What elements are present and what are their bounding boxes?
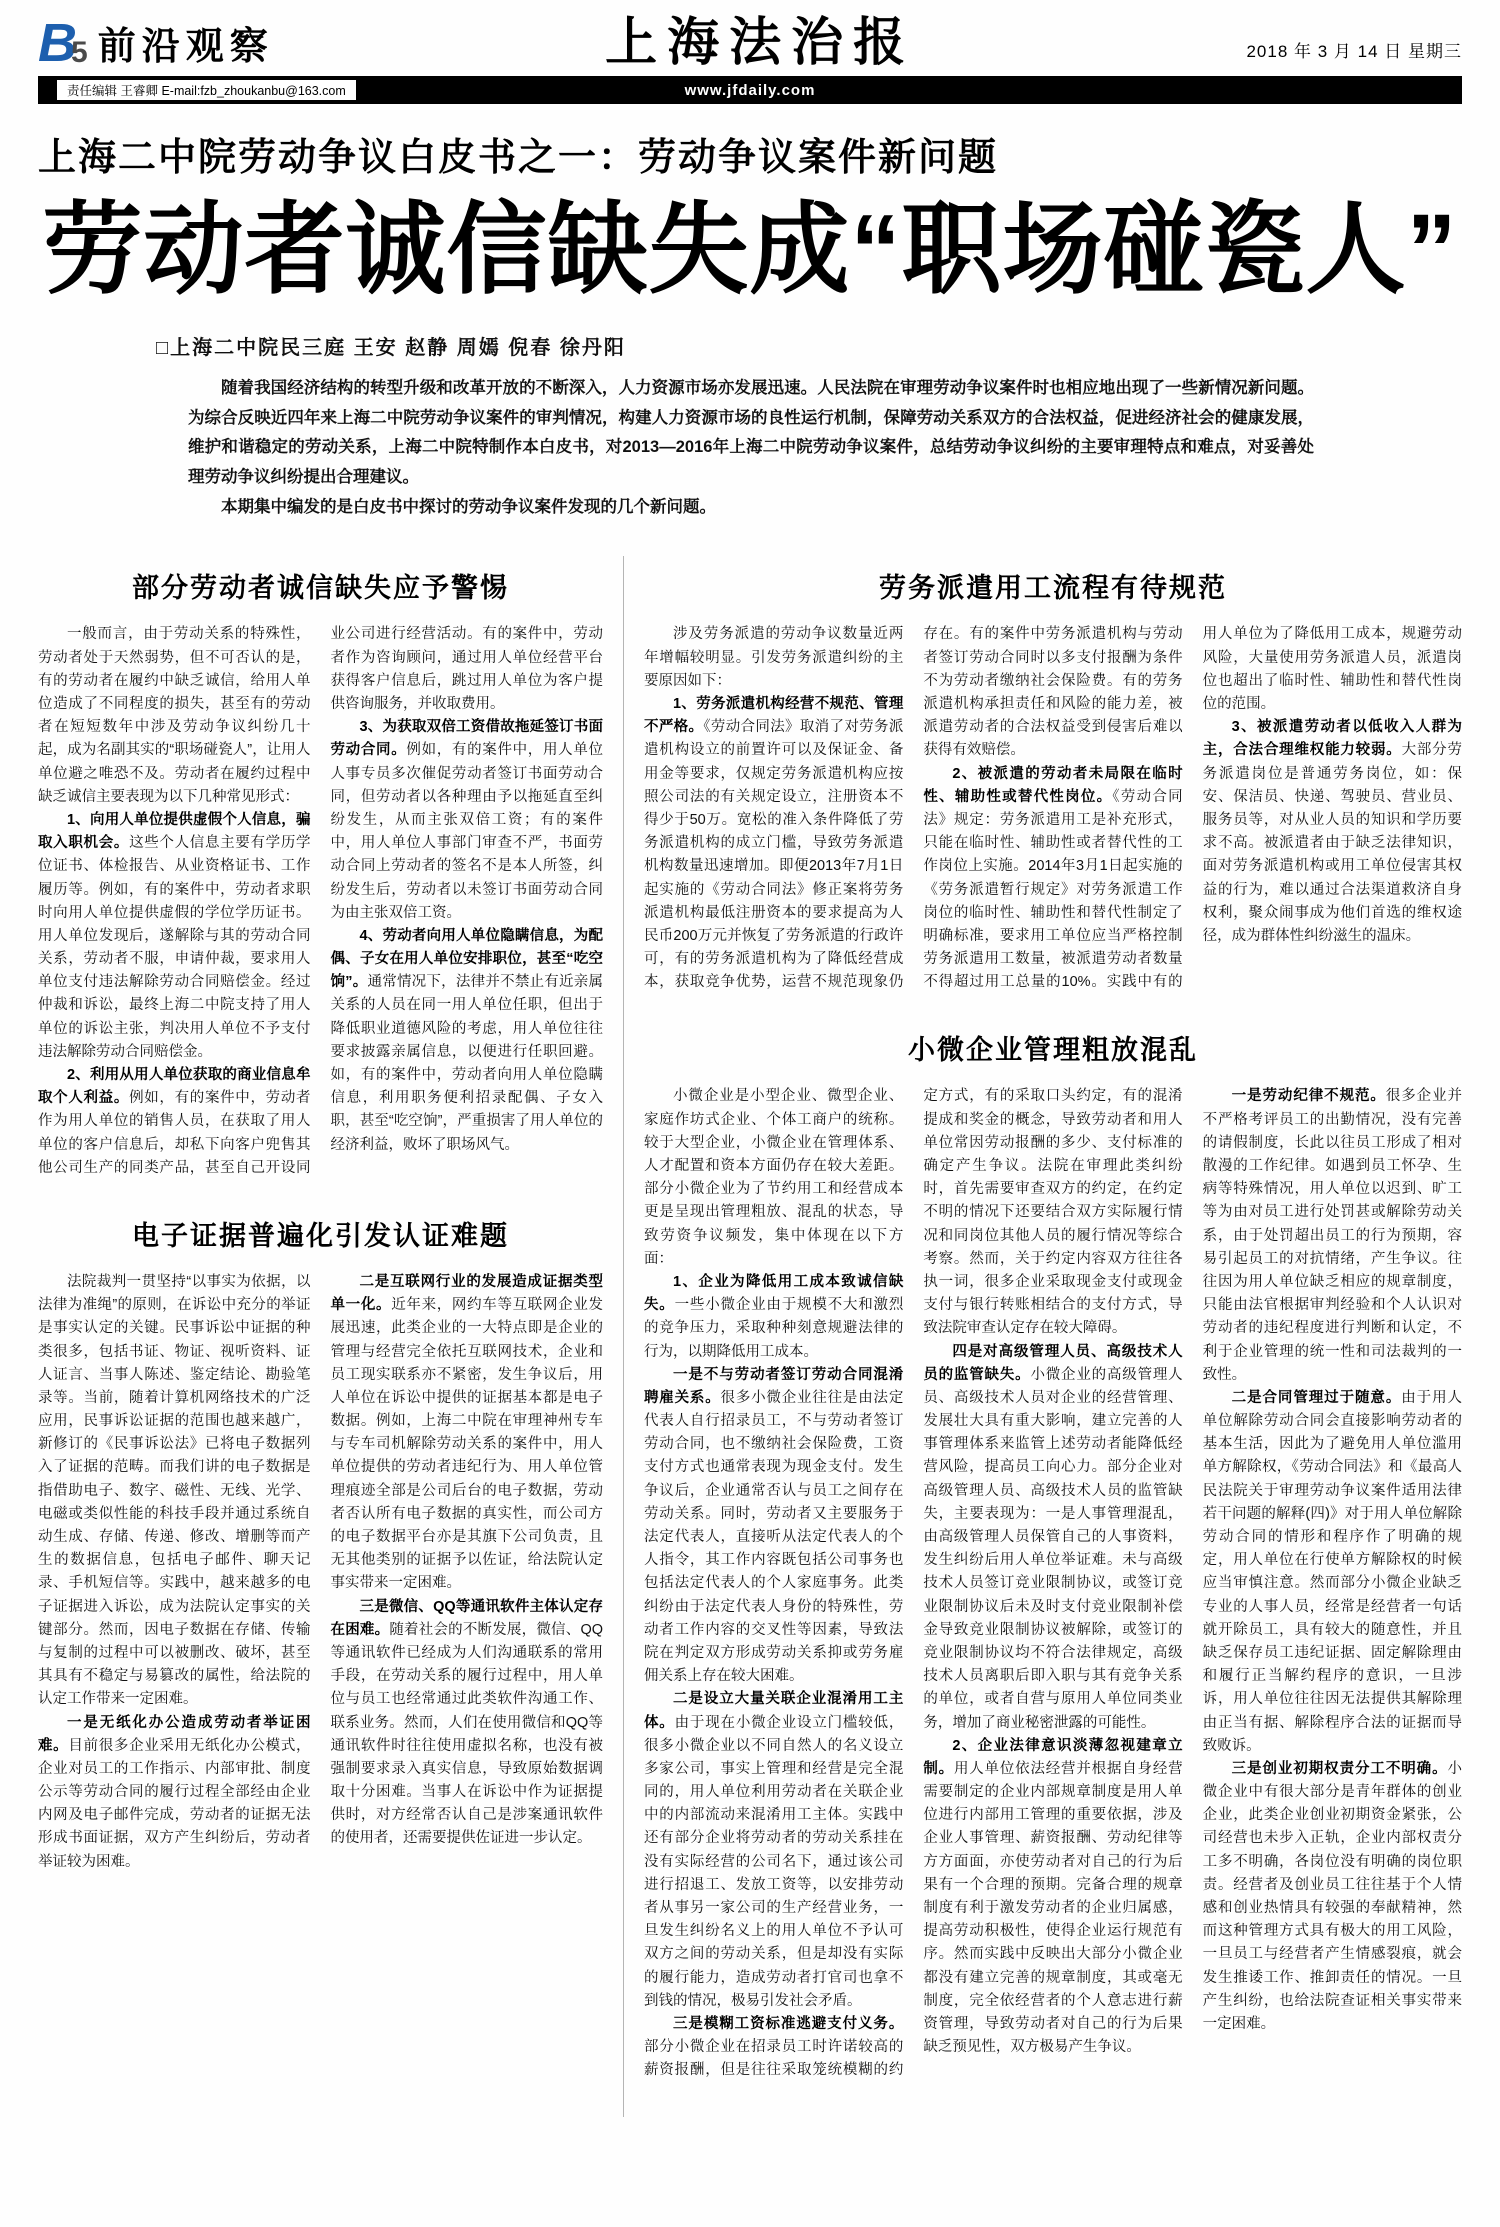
- section-body: [644, 1085, 1462, 2082]
- section-body: [38, 1271, 603, 1874]
- page-number-badge: [38, 13, 88, 73]
- intro-paragraph: 随着我国经济结构的转型升级和改革开放的不断深入，人力资源市场亦发展迅速。人民法院在审理劳动争议案件时也相应地出现了一些新情况新问题。为综合反映近四年来上海二中院劳动争议案件的审判情况，构建人力资源市场的良性运行机制，保障劳动关系双方的合法权益，促进经济社会的健康发展，维护和谐稳定的劳动关系，上海二中院特制作本白皮书，对2013—2016年上海二中院劳动争议案件，总结劳动争议纠纷的主要审理特点和难点，对妥善处理劳动争议纠纷提出合理建议。: [188, 379, 1314, 487]
- paragraph-lead: 二是合同管理过于随意。: [1231, 1389, 1402, 1406]
- publication-date: 2018 年 3 月 14 日 星期三: [1246, 42, 1462, 61]
- paragraph-lead: 4、劳动者向用人单位隐瞒信息，为配偶、子女在用人单位安排职位，甚至“吃空饷”。: [330, 927, 603, 991]
- body-paragraph: 2、企业法律意识淡薄忽视建章立制。用人单位依法经营并根据自身经营需要制定的企业内部规章制度是用人单位进行内部用工管理的重要依据，涉及企业人事管理、薪资报酬、劳动纪律等方方面面，亦使劳动者对自己的行为后果有一个合理的预期。完备合理的规章制度有利于激发劳动者的企业归属感，提高劳动积极性，使得企业运行规范有序。然而实践中反映出大部分小微企业都没有建立完善的规章制度，其或毫无制度，完全依经营者的个人意志进行薪资管理，导致劳动者对自己的行为后果缺乏预见性，双方极易产生争议。: [923, 1737, 1183, 2056]
- section-small-business-management: [644, 1028, 1462, 2082]
- body-paragraph: 二是互联网行业的发展造成证据类型单一化。近年来，网约车等互联网企业发展迅速，此类企业的一大特点即是企业的管理与经营完全依托互联网技术，企业和员工现实联系亦不紧密，发生争议后，用人单位在诉讼中提供的证据基本都是电子数据。例如，上海二中院在审理神州专车与专车司机解除劳动关系的案件中，用人单位提供的劳动者违纪行为、用人单位管理痕迹全部是公司后台的电子数据，劳动者否认所有电子数据的真实性，而公司方的电子数据平台亦是其旗下公司负责，且无其他类别的证据予以佐证，给法院认定事实带来一定困难。: [330, 1273, 604, 1592]
- paragraph-lead: 1、企业为降低用工成本致诚信缺失。: [644, 1273, 904, 1314]
- body-paragraph: 四是对高级管理人员、高级技术人员的监管缺失。小微企业的高级管理人员、高级技术人员对企业的经营管理、发展壮大具有重大影响，建立完善的人事管理体系来监管上述劳动者能降低经营风险，提高员工向心力。部分企业对高级管理人员、高级技术人员的监管缺失，主要表现为：一是人事管理混乱，由高级管理人员保管自己的人事资料，发生纠纷后用人单位举证难。未与高级技术人员签订竞业限制协议，或签订竞业限制协议后未及时支付竞业限制补偿金导致竞业限制协议被解除，或签订的竞业限制协议均不符合法律规定，高级技术人员离职后即入职与其有竞争关系的单位，或者自营与原用人单位同类业务，增加了商业秘密泄露的可能性。: [923, 1343, 1183, 1731]
- section-name: 前沿观察: [97, 26, 274, 68]
- section-worker-dishonesty: [38, 566, 603, 1180]
- paragraph-lead: 2、企业法律意识淡薄忽视建章立制。: [923, 1737, 1183, 1777]
- paragraph-lead: 3、被派遣劳动者以低收入人群为主，合法合理维权能力较弱。: [1202, 719, 1462, 759]
- section-title: 劳务派遣用工流程有待规范: [879, 573, 1227, 604]
- body-paragraph: 一是不与劳动者签订劳动合同混淆聘雇关系。很多小微企业往往是由法定代表人自行招录员工，不与劳动者签订劳动合同，也不缴纳社会保险费，工资支付方式也通常表现为现金支付。发生争议后，企业通常否认与员工之间存在劳动关系。同时，劳动者又主要服务于法定代表人，直接听从法定代表人的个人指令，其工作内容既包括公司事务也包括法定代表人的个人家庭事务。此类纠纷由于法定代表人身份的特殊性，劳动者工作内容的交叉性等因素，导致法院在判定双方形成劳动关系抑或劳务雇佣关系上存在较大困难。: [644, 1366, 904, 1685]
- body-paragraph: 3、为获取双倍工资借故拖延签订书面劳动合同。例如，有的案件中，用人单位人事专员多次催促劳动者签订书面劳动合同，但劳动者以各种理由予以拖延直至纠纷发生，从而主张双倍工资；有的案件中，用人单位人事部门审查不严，书面劳动合同上劳动者的签名不是本人所签，纠纷发生后，劳动者以未签订书面劳动合同为由主张双倍工资。: [330, 719, 604, 921]
- paragraph-lead: 三是创业初期权责分工不明确。: [1231, 1760, 1448, 1777]
- body-paragraph: 法院裁判一贯坚持“以事实为依据，以法律为准绳”的原则，在诉讼中充分的举证是事实认定的关键。民事诉讼中证据的种类很多，包括书证、物证、视听资料、证人证言、当事人陈述、鉴定结论、勘验笔录等。当前，随着计算机网络技术的广泛应用，民事诉讼证据的范围也越来越广，新修订的《民事诉讼法》已将电子数据列入了证据的范畴。而我们讲的电子数据是指借助电子、数字、磁性、无线、光学、电磁或类似性能的科技手段并通过系统自动生成、存储、传递、修改、增删等而产生的数据信息，包括电子邮件、聊天记录、手机短信等。实践中，越来越多的电子证据进入诉讼，成为法院认定事实的关键部分。然而，因电子数据在存储、传输与复制的过程中可以被删改、破坏，甚至其具有不稳定与易篡改的属性，给法院的认定工作带来一定困难。: [38, 1273, 311, 1708]
- body-paragraph: 三是创业初期权责分工不明确。小微企业中有很大部分是青年群体的创业企业，此类企业创业初期资金紧张，公司经营也未步入正轨，企业内部权责分工多不明确，各岗位没有明确的岗位职责。经营者及创业员工往往基于个人情感和创业热情具有较强的奉献精神，然而这种管理方式具有极大的用工风险，一旦员工与经营者产生情感裂痕，就会发生推诿工作、推卸责任的情况。一旦产生纠纷，也给法院查证相关事实带来一定困难。: [1202, 1760, 1462, 2032]
- paragraph-lead: 3、为获取双倍工资借故拖延签订书面劳动合同。: [330, 719, 603, 759]
- body-paragraph: 小微企业是小型企业、微型企业、家庭作坊式企业、个体工商户的统称。较于大型企业，小微企业在管理体系、人才配置和资本方面仍存在较大差距。部分小微企业为了节约用工和经营成本更是呈现出管理粗放、混乱的状态，导致劳资争议频发，集中体现在以下方面：: [644, 1088, 904, 1267]
- intro-block: [188, 374, 1314, 522]
- body-paragraph: 1、劳务派遣机构经营不规范、管理不严格。《劳动合同法》取消了对劳务派遣机构设立的前置许可以及保证金、备用金等要求，仅规定劳务派遣机构应按照公司法的有关规定设立，注册资本不得少于50万。宽松的准入条件降低了劳务派遣机构的成立门槛，导致劳务派遣机构数量迅速增加。即便2013年7月1日起实施的《劳动合同法》修正案将劳务派遣机构最低注册资本的要求提高为人民币200万元并恢复了劳务派遣的行政许可，有的劳务派遣机构为了降低经营成本，获取竞争优势，运营不规范现象仍存在。有的案件中劳务派遣机构与劳动者签订劳动合同时以多支付报酬为条件不为劳动者缴纳社会保险费。有的劳务派遣机构承担责任和风险的能力差，被派遣劳动者的合法权益受到侵害后难以获得有效赔偿。: [644, 626, 1183, 991]
- section-body: [38, 623, 603, 1180]
- badge-number: 5: [71, 36, 88, 69]
- body-paragraph: 1、企业为降低用工成本致诚信缺失。一些小微企业由于规模不大和激烈的竞争压力，采取种种刻意规避法律的行为，以期降低用工成本。: [644, 1273, 904, 1360]
- paragraph-lead: 1、劳务派遣机构经营不规范、管理不严格。: [644, 696, 904, 736]
- section-body: [644, 623, 1462, 994]
- intro-paragraph: 本期集中编发的是白皮书中探讨的劳动争议案件发现的几个新问题。: [221, 497, 716, 516]
- body-paragraph: 1、向用人单位提供虚假个人信息，骗取入职机会。这些个人信息主要有学历学位证书、体检报告、从业资格证书、工作履历等。例如，有的案件中，劳动者求职时向用人单位提供虚假的学位学历证书。用人单位发现后，遂解除与其的劳动合同关系，劳动者不服，申请仲裁，要求用人单位支付违法解除劳动合同赔偿金。经过仲裁和诉讼，最终上海二中院支持了用人单位的诉讼主张，判决用人单位不予支付违法解除劳动合同赔偿金。: [38, 811, 311, 1060]
- body-paragraph: 三是微信、QQ等通讯软件主体认定存在困难。随着社会的不断发展，微信、QQ等通讯软件已经成为人们沟通联系的常用手段，在劳动关系的履行过程中，用人单位与员工也经常通过此类软件沟通工作、联系业务。然而，人们在使用微信和QQ等通讯软件时往往使用虚拟名称，也没有被强制要求录入真实信息，导致原始数据调取十分困难。当事人在诉讼中作为证据提供时，对方经常否认自己是涉案通讯软件的使用者，还需要提供佐证进一步认定。: [330, 1598, 603, 1847]
- section-electronic-evidence: [38, 1214, 603, 1874]
- body-paragraph: 2、利用从用人单位获取的商业信息牟取个人利益。例如，有的案件中，劳动者作为用人单位的销售人员，在获取了用人单位的客户信息后，却私下向客户兜售其他公司生产的同类产品，甚至自己开设同业公司进行经营活动。有的案件中，劳动者作为咨询顾问，通过用人单位经营平台获得客户信息后，跳过用人单位为客户提供咨询服务，并收取费用。: [38, 626, 603, 1176]
- paragraph-lead: 一是无纸化办公造成劳动者举证困难。: [38, 1714, 311, 1754]
- body-paragraph: 二是设立大量关联企业混淆用工主体。由于现在小微企业设立门槛较低，很多小微企业以不同自然人的名义设立多家公司，事实上管理和经营是完全混同的，用人单位利用劳动者在关联企业中的内部流动来混淆用工主体。实践中还有部分企业将劳动者的劳动关系挂在没有实际经营的公司名下，通过该公司进行招退工、发放工资等，以安排劳动者从事另一家公司的生产经营业务，一旦发生纠纷名义上的用人单位不予认可双方之间的劳动关系，但是却没有实际的履行能力，造成劳动者打官司也拿不到钱的情况，极易引发社会矛盾。: [644, 1691, 904, 2009]
- header-black-bar: [38, 76, 1462, 104]
- body-paragraph: 三是模糊工资标准逃避支付义务。部分小微企业在招录员工时许诺较高的薪资报酬，但是往往采取笼统模糊的约定方式，有的采取口头约定，有的混淆提成和奖金的概念，导致劳动者和用人单位常因劳动报酬的多少、支付标准的确定产生争议。法院在审理此类纠纷时，首先需要审查双方的约定，在约定不明的情况下还要结合双方实际履行情况和同岗位其他人员的履行情况等综合考察。然而，关于约定内容双方往往各执一词，很多企业采取现金支付或现金支付与银行转账相结合的支付方式，导致法院审查认定存在较大障碍。: [644, 1088, 1183, 2079]
- website-url: www.jfdaily.com: [684, 81, 816, 99]
- body-paragraph: 4、劳动者向用人单位隐瞒信息，为配偶、子女在用人单位安排职位，甚至“吃空饷”。通常情况下，法律并不禁止有近亲属关系的人员在同一用人单位任职，但出于降低职业道德风险的考虑，用人单位往往要求披露亲属信息，以便进行任职回避。如，有的案件中，劳动者向用人单位隐瞒信息，利用职务便利招录配偶、子女入职，甚至“吃空饷”，严重损害了用人单位的经济利益，败坏了职场风气。: [330, 927, 604, 1153]
- section-title: 部分劳动者诚信缺失应予警惕: [132, 573, 509, 604]
- body-paragraph: 涉及劳务派遣的劳动争议数量近两年增幅较明显。引发劳务派遣纠纷的主要原因如下：: [644, 626, 904, 689]
- article-body: [38, 556, 1462, 2116]
- body-paragraph: 2、被派遣的劳动者未局限在临时性、辅助性或替代性岗位。《劳动合同法》规定：劳务派遣用工是补充形式，只能在临时性、辅助性或者替代性的工作岗位上实施。2014年3月1日起实施的《劳务派遣暂行规定》对劳务派遣工作岗位的临时性、辅助性和替代性制定了明确标准，要求用工单位应当严格控制劳务派遣用工数量，被派遣劳动者数量不得超过用工总量的10%。实践中有的用人单位为了降低用工成本，规避劳动风险，大量使用劳务派遣人员，派遣岗位也超出了临时性、辅助性和替代性岗位的范围。: [923, 626, 1462, 991]
- editor-contact-line: 责任编辑 王睿卿 E-mail:fzb_zhoukanbu@163.com: [56, 79, 357, 101]
- section-title: 小微企业管理粗放混乱: [908, 1035, 1198, 1066]
- left-column-block: [38, 556, 623, 2116]
- section-labor-dispatch: [644, 566, 1462, 994]
- body-paragraph: 一般而言，由于劳动关系的特殊性，劳动者处于天然弱势，但不可否认的是，有的劳动者在履约中缺乏诚信，给用人单位造成了不同程度的损失，甚至有的劳动者在短短数年中涉及劳动争议纠纷几十起，成为名副其实的“职场碰瓷人”，让用人单位避之唯恐不及。劳动者在履约过程中缺乏诚信主要表现为以下几种常见形式：: [38, 626, 311, 805]
- badge-letter: B: [38, 13, 75, 73]
- kicker-headline: 上海二中院劳动争议白皮书之一：劳动争议案件新问题: [38, 137, 999, 179]
- paragraph-lead: 1、向用人单位提供虚假个人信息，骗取入职机会。: [38, 811, 311, 852]
- byline: □上海二中院民三庭 王安 赵静 周嫣 倪春 徐丹阳: [156, 337, 626, 359]
- section-badge-group: [38, 13, 274, 73]
- paragraph-lead: 2、被派遣的劳动者未局限在临时性、辅助性或替代性岗位。: [923, 765, 1183, 805]
- main-headline: 劳动者诚信缺失成“职场碰瓷人”: [42, 194, 1458, 306]
- paragraph-lead: 二是互联网行业的发展造成证据类型单一化。: [330, 1273, 603, 1314]
- paragraph-lead: 一是不与劳动者签订劳动合同混淆聘雇关系。: [644, 1366, 904, 1406]
- body-paragraph: 一是无纸化办公造成劳动者举证困难。目前很多企业采用无纸化办公模式，企业对员工的工作指示、内部审批、制度公示等劳动合同的履行过程全部经由企业内网及电子邮件完成，劳动者的证据无法形成书面证据，双方产生纠纷后，劳动者举证较为困难。: [38, 1714, 311, 1870]
- right-column-block: [623, 556, 1462, 2116]
- paragraph-lead: 三是微信、QQ等通讯软件主体认定存在困难。: [330, 1598, 603, 1638]
- masthead-title: 上海法治报: [605, 15, 916, 72]
- paragraph-lead: 四是对高级管理人员、高级技术人员的监管缺失。: [923, 1343, 1183, 1383]
- paragraph-lead: 二是设立大量关联企业混淆用工主体。: [644, 1691, 904, 1731]
- body-paragraph: 一是劳动纪律不规范。很多企业并不严格考评员工的出勤情况，没有完善的请假制度，长此以往员工形成了相对散漫的工作纪律。如遇到员工怀孕、生病等特殊情况，用人单位以迟到、旷工等为由对员工进行处罚甚或解除劳动关系，由于处罚超出员工的行为预期，容易引起员工的对抗情绪，产生争议。往往因为用人单位缺乏相应的规章制度，只能由法官根据审判经验和个人认识对劳动者的违纪程度进行判断和认定，不利于企业管理的统一性和司法裁判的一致性。: [1202, 1088, 1462, 1383]
- body-paragraph: 二是合同管理过于随意。由于用人单位解除劳动合同会直接影响劳动者的基本生活，因此为了避免用人单位滥用单方解除权，《劳动合同法》和《最高人民法院关于审理劳动争议案件适用法律若干问题的解释(四)》对于用人单位解除劳动合同的情形和程序作了明确的规定，用人单位在行使单方解除权的时候应当审慎注意。然而部分小微企业缺乏专业的人事人员，经常是经营者一句话就开除员工，具有较大的随意性，并且缺乏保存员工违纪证据、固定解除理由和履行正当解约程序的意识，一旦涉诉，用人单位往往因无法提供其解除理由正当有据、解除程序合法的证据而导致败诉。: [1202, 1389, 1462, 1754]
- paragraph-lead: 一是劳动纪律不规范。: [1231, 1088, 1386, 1105]
- section-title: 电子证据普遍化引发认证难题: [132, 1220, 509, 1251]
- page-header: [38, 12, 1462, 73]
- paragraph-lead: 三是模糊工资标准逃避支付义务。: [673, 2015, 904, 2032]
- paragraph-lead: 2、利用从用人单位获取的商业信息牟取个人利益。: [38, 1067, 311, 1107]
- body-paragraph: 3、被派遣劳动者以低收入人群为主，合法合理维权能力较弱。大部分劳务派遣岗位是普通劳务岗位，如：保安、保洁员、快递、驾驶员、营业员、服务员等，对从业人员的知识和学历要求不高。被派遣者由于缺乏法律知识，面对劳务派遣机构或用工单位侵害其权益的行为，难以通过合法渠道救济自身权利，聚众闹事成为他们首选的维权途径，成为群体性纠纷滋生的温床。: [1202, 719, 1462, 944]
